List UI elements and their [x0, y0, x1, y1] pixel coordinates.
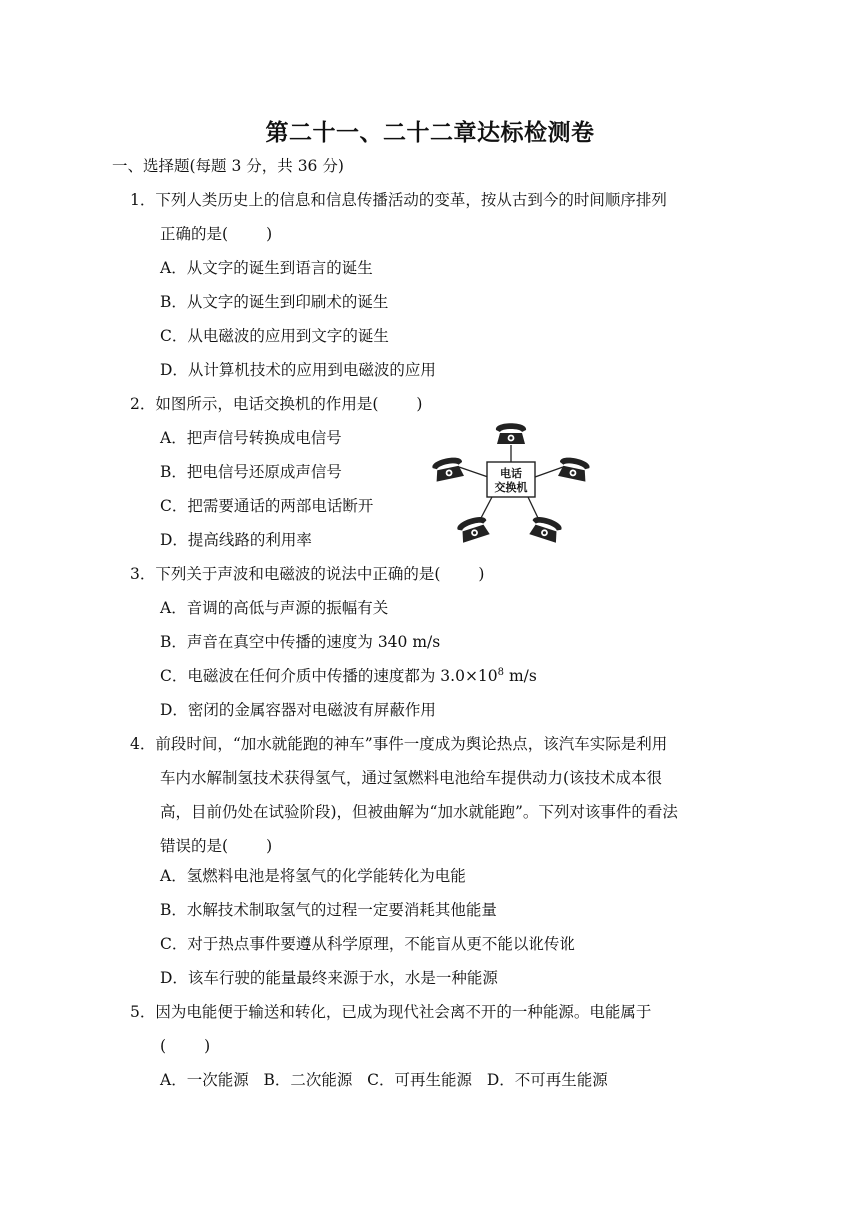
- answer-blank-close: ): [266, 225, 273, 243]
- question-2-option-c: C．把需要通话的两部电话断开: [160, 497, 374, 515]
- connection-line-bottom-left: [481, 497, 492, 518]
- question-4-option-d: D．该车行驶的能量最终来源于水，水是一种能源: [160, 969, 498, 987]
- question-1-option-c: C．从电磁波的应用到文字的诞生: [160, 327, 389, 345]
- question-1-option-a: A．从文字的诞生到语言的诞生: [160, 259, 373, 277]
- question-2-option-d: D．提高线路的利用率: [160, 531, 312, 549]
- question-4-stem-line4: [160, 835, 272, 857]
- question-4-stem-line3: 高，目前仍处在试验阶段)，但被曲解为“加水就能跑”。下列对该事件的看法: [160, 803, 678, 821]
- question-5-stem-line1: 5．因为电能便于输送和转化，已成为现代社会离不开的一种能源。电能属于: [130, 1003, 652, 1021]
- question-4-stem-line2: 车内水解制氢技术获得氢气，通过氢燃料电池给车提供动力(该技术成本很: [160, 769, 663, 787]
- question-3-stem: [130, 563, 484, 585]
- question-5-options: [160, 1069, 608, 1091]
- question-5-option-d: D．不可再生能源: [486, 1071, 608, 1089]
- question-5-option-a: A．一次能源: [160, 1071, 249, 1089]
- question-2-stem-text: 2．如图所示，电话交换机的作用是(: [130, 395, 379, 413]
- telephone-icon: [431, 455, 465, 482]
- telephone-icon: [557, 455, 591, 482]
- answer-blank-close: ): [266, 837, 273, 855]
- question-4-option-b: B．水解技术制取氢气的过程一定要消耗其他能量: [160, 901, 497, 919]
- question-1-option-d: D．从计算机技术的应用到电磁波的应用: [160, 361, 436, 379]
- question-1-stem-line1: 1．下列人类历史上的信息和信息传播活动的变革，按从古到今的时间顺序排列: [130, 191, 667, 209]
- answer-blank-close: ): [478, 565, 485, 583]
- page-title: 第二十一、二十二章达标检测卷: [265, 120, 595, 146]
- telephone-exchange-diagram: [426, 418, 602, 550]
- question-3-option-c: [160, 665, 537, 687]
- question-5-option-c: C．可再生能源: [367, 1071, 473, 1089]
- question-4-option-c: C．对于热点事件要遵从科学原理，不能盲从更不能以讹传讹: [160, 935, 575, 953]
- answer-blank-close: ): [204, 1037, 211, 1055]
- question-3-option-a: A．音调的高低与声源的振幅有关: [160, 599, 389, 617]
- question-5-stem-line2: [160, 1035, 210, 1057]
- question-4-stem-text: 错误的是(: [160, 837, 229, 855]
- answer-blank-close: ): [416, 395, 423, 413]
- section-heading: 一、选择题(每题 3 分，共 36 分): [112, 157, 344, 175]
- option-c-unit: m/s: [504, 667, 537, 685]
- question-2-option-a: A．把声信号转换成电信号: [160, 429, 342, 447]
- question-1-stem-line2: [160, 223, 272, 245]
- question-2-stem: [130, 393, 422, 415]
- exchange-label-line2: 交换机: [494, 481, 528, 494]
- question-2-option-b: B．把电信号还原成声信号: [160, 463, 342, 481]
- telephone-icon: [496, 423, 526, 444]
- question-1-stem-text: 正确的是(: [160, 225, 229, 243]
- telephone-icon: [456, 514, 491, 543]
- exponent: 8: [497, 667, 505, 678]
- question-4-option-a: A．氢燃料电池是将氢气的化学能转化为电能: [160, 867, 466, 885]
- telephone-icon: [528, 514, 563, 543]
- question-4-stem-line1: 4．前段时间，“加水就能跑的神车”事件一度成为舆论热点，该汽车实际是利用: [130, 735, 668, 753]
- question-3-option-d: D．密闭的金属容器对电磁波有屏蔽作用: [160, 701, 436, 719]
- question-1-option-b: B．从文字的诞生到印刷术的诞生: [160, 293, 389, 311]
- question-3-stem-text: 3．下列关于声波和电磁波的说法中正确的是(: [130, 565, 441, 583]
- option-c-text: C．电磁波在任何介质中传播的速度都为 3.0×10: [160, 667, 498, 685]
- answer-blank-open: (: [160, 1037, 167, 1055]
- question-5-option-b: B．二次能源: [263, 1071, 353, 1089]
- question-3-option-b: B．声音在真空中传播的速度为 340 m/s: [160, 633, 441, 651]
- connection-line-bottom-right: [528, 497, 538, 518]
- exchange-label-line1: 电话: [500, 467, 522, 480]
